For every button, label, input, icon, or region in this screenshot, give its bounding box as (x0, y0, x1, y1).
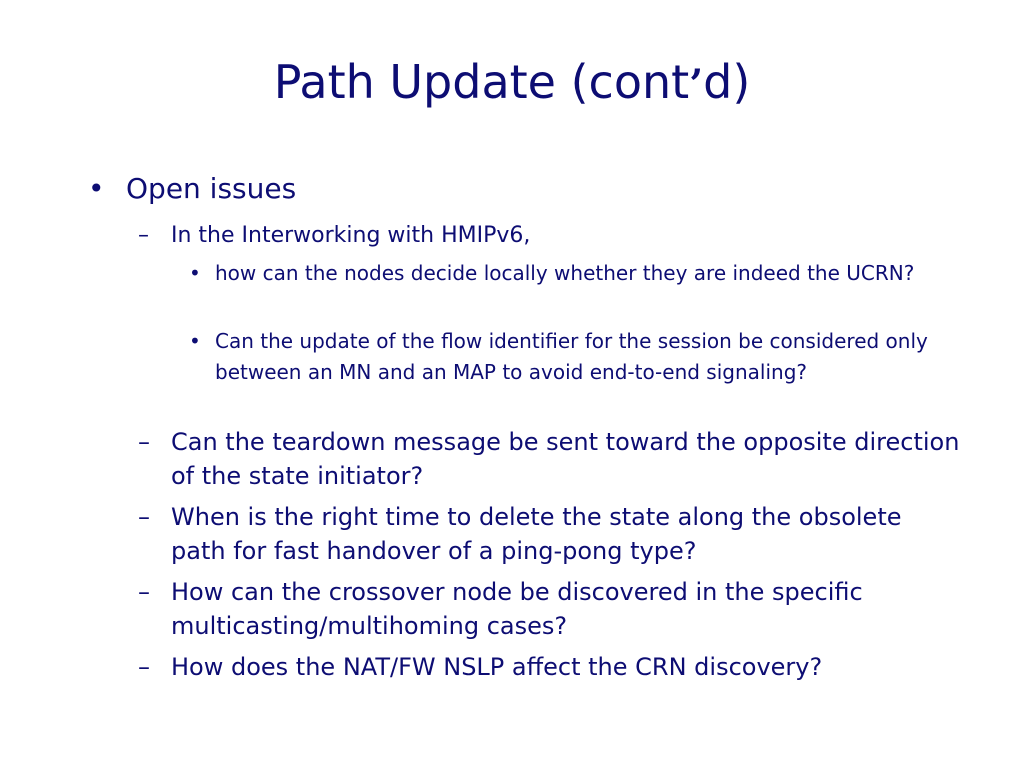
subsubbullet-flow-identifier: Can the update of the flow identifier for the session be considered only between an MN and an MAP to avoid end-to-end signaling? (215, 329, 928, 384)
title-text-start: Path Update (cont (273, 55, 690, 109)
subbullet-crossover: How can the crossover node be discovered in the specific multicasting/multihoming cases? (171, 578, 863, 640)
subbullet-delete-state: When is the right time to delete the state along the obsolete path for fast handover of a ping-pong type? (171, 503, 902, 565)
title-text-end: d) (703, 55, 751, 109)
subbullet-nat-fw: How does the NAT/FW NSLP affect the CRN discovery? (171, 653, 823, 681)
bullet-icon: • (189, 261, 201, 285)
subsubbullet-ucrn: how can the nodes decide locally whether they are indeed the UCRN? (215, 261, 915, 285)
subbullet-interworking: In the Interworking with HMIPv6, (171, 223, 531, 248)
dash-icon: – (138, 428, 150, 456)
dash-icon: – (138, 578, 150, 606)
title-apostrophe: ’ (689, 61, 704, 108)
bullet-icon: • (189, 329, 201, 353)
bullet-icon: • (88, 172, 105, 205)
dash-icon: – (138, 653, 150, 681)
dash-icon: – (138, 503, 150, 531)
subbullet-teardown: Can the teardown message be sent toward the opposite direction of the state initiator? (171, 428, 960, 490)
bullet-open-issues: Open issues (126, 172, 297, 205)
dash-icon: – (138, 223, 149, 248)
